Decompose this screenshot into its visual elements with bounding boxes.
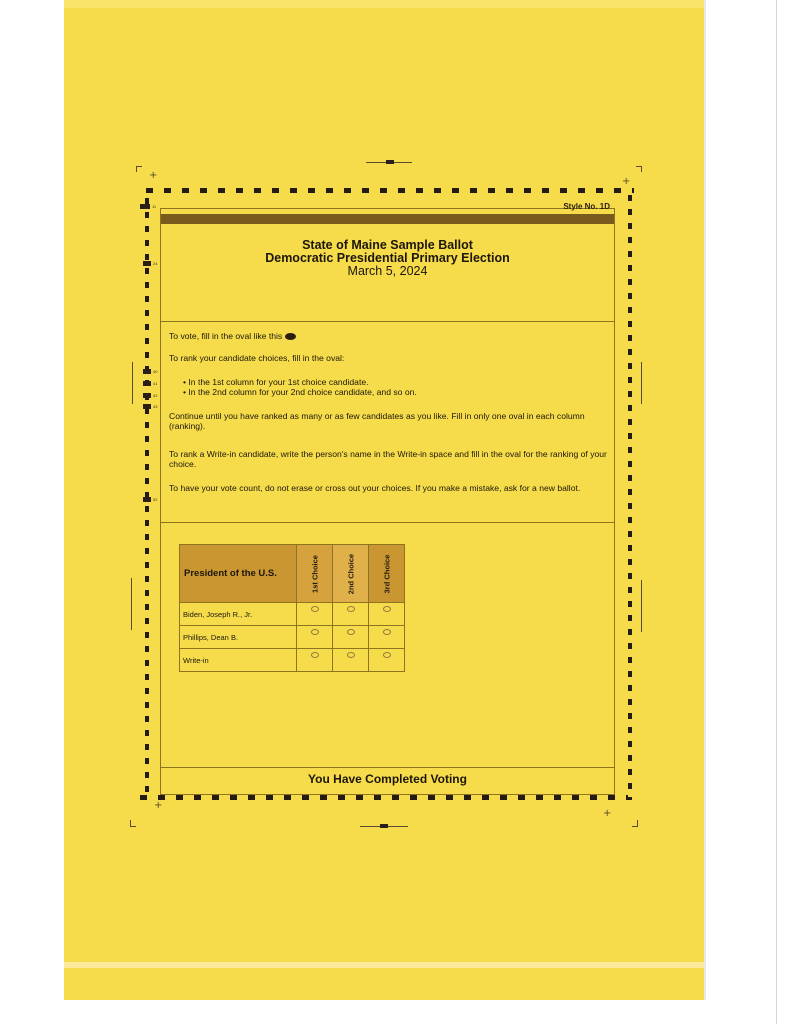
choice-oval-cell[interactable]	[333, 603, 369, 626]
instruction-count: To have your vote count, do not erase or cross out your choices. If you make a mistake, ask for a new ballot.	[169, 483, 581, 493]
contest-table	[179, 544, 405, 672]
corner-mark-br-v	[637, 820, 638, 826]
side-marker-block	[143, 393, 151, 398]
choice-column-2: 2nd Choice	[333, 545, 369, 603]
style-number: Style No. 1D	[563, 202, 610, 211]
divider	[161, 522, 614, 523]
right-side-mark-1	[641, 362, 642, 404]
timing-marks-right	[628, 195, 632, 800]
crosshair-bl: +	[154, 800, 163, 811]
paper-edge	[704, 0, 706, 1000]
candidate-row	[180, 649, 405, 672]
corner-mark-tr-v	[641, 166, 642, 172]
scanner-line	[776, 0, 777, 1024]
filled-oval-icon	[285, 333, 296, 340]
paper-top-band	[64, 0, 704, 8]
election-name: Democratic Presidential Primary Election	[265, 251, 510, 265]
side-marker-block	[143, 381, 151, 386]
choice-column-3: 3rd Choice	[369, 545, 405, 603]
corner-mark-tl-v	[136, 166, 137, 172]
instruction-write-in: To rank a Write-in candidate, write the person's name in the Write-in space and fill in the oval for the ranking of your choice.	[169, 449, 607, 469]
choice-oval-cell[interactable]	[297, 626, 333, 649]
empty-oval-icon[interactable]	[347, 606, 355, 612]
side-number: 24	[153, 261, 158, 266]
left-side-mark-1	[132, 362, 133, 404]
divider	[161, 767, 614, 768]
ballot-frame	[160, 202, 615, 795]
candidate-row	[180, 626, 405, 649]
empty-oval-icon[interactable]	[383, 629, 391, 635]
empty-oval-icon[interactable]	[311, 629, 319, 635]
instruction-rank: To rank your candidate choices, fill in the oval:	[169, 353, 345, 363]
side-marker-block	[143, 404, 151, 409]
side-marker-block	[143, 497, 151, 502]
rank-bullets	[175, 377, 623, 397]
timing-marks-top	[146, 188, 634, 193]
side-number: 41	[153, 381, 158, 386]
bottom-center-block	[380, 824, 388, 828]
contest-header-row	[180, 545, 405, 603]
choice-oval-cell[interactable]	[333, 649, 369, 672]
empty-oval-icon[interactable]	[311, 652, 319, 658]
crosshair-tl: +	[149, 170, 158, 181]
candidate-row	[180, 603, 405, 626]
choice-oval-cell[interactable]	[333, 626, 369, 649]
election-date: March 5, 2024	[347, 264, 428, 278]
write-in-field[interactable]: Write-in	[180, 649, 297, 672]
corner-mark-bl	[130, 826, 136, 827]
choice-oval-cell[interactable]	[297, 649, 333, 672]
empty-oval-icon[interactable]	[347, 652, 355, 658]
corner-mark-bl-v	[130, 820, 131, 826]
side-marker-block	[140, 204, 150, 209]
list-item: • In the 1st column for your 1st choice candidate.	[183, 377, 623, 387]
office-title: President of the U.S.	[180, 545, 297, 603]
completed-voting-banner: You Have Completed Voting	[308, 772, 467, 786]
empty-oval-icon[interactable]	[311, 606, 319, 612]
list-item: • In the 2nd column for your 2nd choice candidate, and so on.	[183, 387, 623, 397]
left-side-mark-2	[131, 578, 132, 630]
paper-light-strip	[64, 962, 704, 968]
corner-mark-br	[632, 826, 638, 827]
side-number: 40	[153, 369, 158, 374]
empty-oval-icon[interactable]	[383, 652, 391, 658]
candidate-name: Phillips, Dean B.	[180, 626, 297, 649]
empty-oval-icon[interactable]	[347, 629, 355, 635]
top-center-block	[386, 160, 394, 164]
empty-oval-icon[interactable]	[383, 606, 391, 612]
instruction-fill	[169, 331, 609, 341]
side-number: 11	[152, 204, 157, 209]
choice-oval-cell[interactable]	[369, 649, 405, 672]
side-number: 42	[153, 393, 158, 398]
side-number: 43	[153, 404, 158, 409]
instruction-fill-text: To vote, fill in the oval like this	[169, 331, 283, 341]
right-side-mark-2	[641, 580, 642, 632]
candidate-name: Biden, Joseph R., Jr.	[180, 603, 297, 626]
ballot-title-block	[161, 239, 614, 278]
choice-oval-cell[interactable]	[297, 603, 333, 626]
choice-oval-cell[interactable]	[369, 603, 405, 626]
timing-marks-bottom	[140, 795, 628, 800]
crosshair-tr: +	[622, 176, 631, 187]
divider	[161, 321, 614, 322]
choice-oval-cell[interactable]	[369, 626, 405, 649]
side-marker-block	[143, 261, 151, 266]
instruction-continue: Continue until you have ranked as many or as few candidates as you like. Fill in only one oval in each column (ranking).	[169, 411, 585, 431]
choice-column-1: 1st Choice	[297, 545, 333, 603]
side-marker-block	[143, 369, 151, 374]
header-bar	[161, 214, 614, 224]
crosshair-br: +	[603, 808, 612, 819]
side-number: 52	[153, 497, 158, 502]
ballot-title: State of Maine Sample Ballot	[302, 238, 473, 252]
